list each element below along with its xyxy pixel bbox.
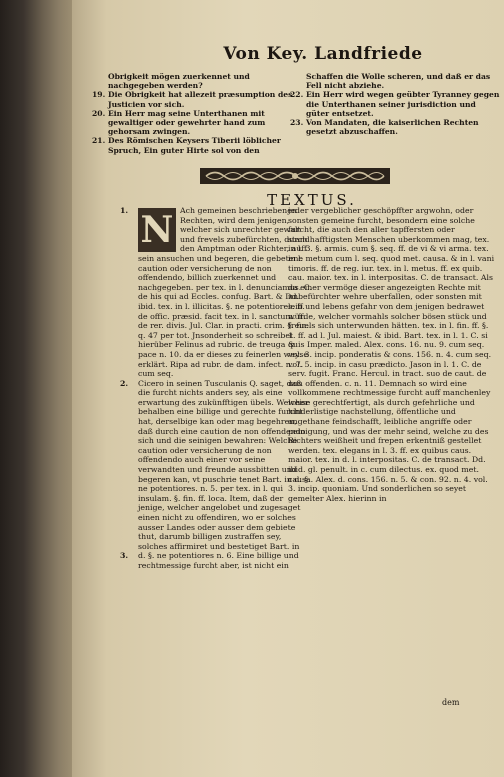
text-column-left: [120, 206, 312, 571]
decorated-initial: N: [138, 208, 176, 252]
catchword: dem: [442, 698, 460, 707]
summary-item-text: Von Mandaten, die kaiserlichen Rechten gesetzt abzuschaffen.: [306, 118, 479, 137]
summary-item-text: Die Obrigkeit hat allezeit præsumption des Justicien vor sich.: [108, 90, 293, 109]
paragraph: [120, 206, 312, 379]
paragraph: [120, 551, 312, 570]
summary-item: [290, 118, 500, 136]
summary-item-text: Ein Herr mag seine Unterthanen mit gewaltiger oder gewehrter hand zum gehorsam zwingen.: [108, 108, 266, 137]
decorative-ornament-band: [200, 166, 390, 186]
paragraph-text: d. §. ne potentiores n. 6. Eine billige und rechtmessige furcht aber, ist nicht ein: [138, 551, 299, 570]
section-title: TEXTUS.: [267, 191, 357, 209]
summary-item-text: Obrigkeit mögen zuerkennet und nachgegeben werden?: [108, 72, 250, 91]
margin-number: 3.: [120, 551, 129, 561]
paragraph: [120, 379, 312, 552]
paragraph-text: Ach gemeinen beschriebenen Rechten, wird dem jenigen, welcher sich unrechter gewalt und frevels zubefürchten, durch den Amptman oder Richter, auff sein ansuchen und begeren, die gebetene caution oder versicherung de non offendendo, billich zuerkennet und nachgegeben. per tex. in l. denunciamus. C. de his qui ad Eccles. confug. Bart. & Dd. ibid. tex. in l. illicitas. §. ne potentiores. ff. de offic. præsid. facit tex. in l. sanctum. ff. de rer. divis. Jul. Clar. in practi. crim. §. fin. q. 47 per tot. Jnsonderheit so schreibet hierüber Felinus ad rubric. de treuga & pace n. 10. da er dieses zu feinerlen weyse erklärt. Ripa ad rubr. de dam. infect. n. 7. cum seq.: [138, 206, 312, 379]
summary-item-number: 23.: [290, 118, 304, 128]
summary-item-number: 22.: [290, 90, 304, 100]
summary-item-text: Ein Herr wird wegen geübter Tyranney gegen die Unterthanen seiner jurisdiction und güter entsetzet.: [306, 90, 500, 118]
summary-item: [290, 72, 500, 90]
summary-item-text: Schaffen die Wolle scheren, und daß er das Fell nicht abziehe.: [306, 72, 491, 91]
summary-item: [92, 90, 302, 108]
summary-item-number: 20.: [92, 108, 106, 118]
margin-number: 1.: [120, 206, 129, 215]
summary-item: [92, 136, 302, 154]
paragraph-text: Cicero in seinen Tusculanis Q. saget, daß die furcht nichts anders sey, als eine erwartung des zukünfftigen übels. Welcher behalben eine billige und gerechte furcht hat, derselbige kan oder mag begehren, daß durch eine caution de non offendendo sich und die seinigen bewahren: Welche caution oder versicherung de non offendendo auch einer vor seine verwandten und freunde aussbitten und begeren kan, vt puschrie tenet Bart. in d. §. ne potentiores. n. 5. per tex. in l. qui insulam. §. fin. ff. loca. Item, daß der jenige, welcher angelobet und zugesaget einen nicht zu offendiren, wo er solches ausser Landes oder ausser dem gebiete thut, darumb billigen zustraffen sey, solches affirmiret und bestetiget Bart. in: [138, 378, 311, 551]
running-head: Von Key. Landfriede: [223, 44, 423, 64]
paragraph: [288, 206, 496, 503]
summary-item-text: Des Römischen Keysers Tiberii löblicher Spruch, Ein guter Hirte sol von den: [108, 136, 281, 155]
summary-right-column: [290, 72, 500, 136]
summary-item-number: 21.: [92, 136, 106, 146]
paragraph-text: jeder vergeblicher geschöpffter argwohn, oder sonsten gemeine furcht, besondern eine solche furcht, die auch den aller tapffersten oder standhafftigsten Menschen uberkommen mag, tex. in l. 3. §. armis. cum §. seq. ff. de vi & vi arma. tex. in l. metum cum l. seq. quod met. causa. & in l. vani timoris. ff. de reg. iur. tex. in l. metus. ff. ex quib. cau. maior. tex. in l. interpositas. C. de transact. Als da einer vermöge dieser angezeigten Rechte mit unbefürchter wehre uberfallen, oder sonsten mit leib und lebens gefahr von dem jenigen bedrawet würde, welcher vormahls solcher bösen stück und freuels sich unterwunden hätten. tex. in l. fin. ff. §. 1. ff. ad l. Jul. maiest. & ibid. Bart. tex. in l. 1. C. si quis Imper. maled. Alex. cons. 16. nu. 9. cum seq. vol. 3. incip. ponderatis & cons. 156. n. 4. cum seq. vol. 5. incip. in casu prædicto. Jason in l. 1. C. de serv. fugit. Franc. Hercul. in tract. suo de caut. de non offenden. c. n. 11. Demnach so wird eine vollkommene rechtmessige furcht auff manchenley weise gerechtfertigt, als durch gefehrliche und hinderlistige nachstellung, öffentliche und angethane feindschafft, leibliche angriffe oder peinigung, und was der mehr seind, welche zu des Richters weißheit und frepen erkentniß gestellet werden. tex. elegans in l. 3. ff. ex quibus caus. maior. tex. in d. l. interpositas. C. de transact. Dd. ibid. gl. penult. in c. cum dilectus. ex. quod met. causa. Alex. d. cons. 156. n. 5. & con. 92. n. 4. vol. 3. incip. quoniam. Und sonderlichen so seyet gemelter Alex. hierinn in: [288, 206, 495, 503]
book-binding-shadow: [0, 0, 78, 777]
summary-item-number: [290, 72, 306, 90]
margin-number: 2.: [120, 378, 129, 388]
book-page: [72, 0, 504, 777]
summary-item: [92, 72, 302, 90]
summary-left-column: [92, 72, 302, 155]
text-column-right: [288, 206, 496, 503]
summary-item: [290, 90, 500, 118]
summary-item: [92, 109, 302, 137]
summary-item-number: [92, 72, 108, 90]
summary-item-number: 19.: [92, 90, 106, 100]
